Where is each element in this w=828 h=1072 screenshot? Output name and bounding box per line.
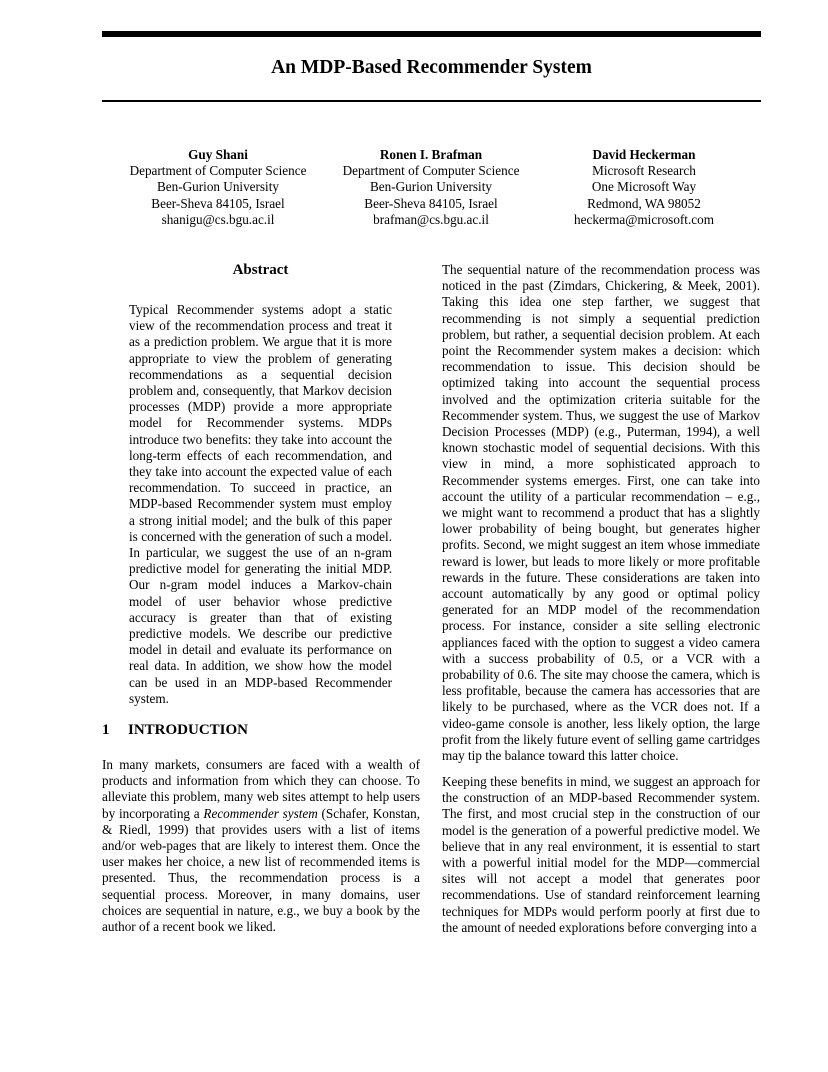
intro-text-part2: (Schafer, Konstan, & Riedl, 1999) that provides users with a list of items and/or web-pages that are likely to interest them. Once the user makes her choice, a new list of recommended items is presented. Thus, the recommendation process is a sequential process. Moreover, in many domains, user choices are sequential in nature, e.g., we buy a book by the author of a recent book we liked. bbox=[102, 805, 420, 935]
author-email: shanigu@cs.bgu.ac.il bbox=[161, 211, 275, 227]
right-paragraph-2: Keeping these benefits in mind, we suggest an approach for the construction of an MDP-based Recommender system. The first, and most crucial step in the construction of our model is the generation of a powerful predictive model. We believe that in any real environment, it is essential to start with a powerful initial model for the MDP—commercial sites will not accept a model that generates poor recommendations. Use of standard reinforcement learning techniques for MDPs would perform poorly at first due to the amount of needed explorations before converging into a bbox=[442, 774, 760, 935]
author-name: Guy Shani bbox=[188, 147, 248, 162]
author-org: One Microsoft Way bbox=[591, 179, 697, 195]
intro-emphasis: Recommender system bbox=[203, 805, 318, 821]
author-name: David Heckerman bbox=[592, 147, 696, 162]
paper-title: An MDP-Based Recommender System bbox=[271, 57, 592, 78]
author-email: brafman@cs.bgu.ac.il bbox=[373, 211, 489, 227]
author-address: Beer-Sheva 84105, Israel bbox=[151, 195, 285, 211]
author-block bbox=[321, 147, 541, 228]
section-number: 1 bbox=[102, 722, 110, 738]
intro-paragraph bbox=[102, 757, 420, 935]
author-address: Redmond, WA 98052 bbox=[587, 195, 701, 211]
title-bottom-rule bbox=[102, 100, 761, 102]
author-block bbox=[108, 147, 328, 228]
intro-text-part1: In many markets, consumers are faced with a wealth of products and information from which they can choose. To alleviate this problem, many web sites attempt to help users by incorporating a bbox=[102, 757, 420, 821]
author-dept: Department of Computer Science bbox=[129, 163, 307, 179]
author-name: Ronen I. Brafman bbox=[379, 147, 483, 162]
section-heading bbox=[102, 721, 248, 739]
author-dept: Department of Computer Science bbox=[342, 163, 520, 179]
author-address: Beer-Sheva 84105, Israel bbox=[364, 195, 498, 211]
author-dept: Microsoft Research bbox=[592, 163, 696, 179]
author-org: Ben-Gurion University bbox=[157, 179, 279, 195]
author-block bbox=[534, 147, 754, 228]
section-title: INTRODUCTION bbox=[128, 722, 249, 738]
author-org: Ben-Gurion University bbox=[370, 179, 492, 195]
abstract-text: Typical Recommender systems adopt a static view of the recommendation process and treat it as a prediction problem. We argue that it is more appropriate to view the problem of generating recommendations as a sequential decision problem and, consequently, that Markov decision processes (MDP) provide a more appropriate model for Recommender systems. MDPs introduce two benefits: they take into account the long-term effects of each recommendation, and they take into account the expected value of each recommendation. To succeed in practice, an MDP-based Recommender system must employ a strong initial model; and the bulk of this paper is concerned with the generation of such a model. In particular, we suggest the use of an n-gram predictive model for generating the initial MDP. Our n-gram model induces a Markov-chain model of user behavior whose predictive accuracy is greater than that of existing predictive models. We describe our predictive model in detail and evaluate its performance on real data. In addition, we show how the model can be used in an MDP-based Recommender system. bbox=[129, 302, 392, 706]
top-rule bbox=[102, 31, 761, 37]
abstract-heading: Abstract bbox=[232, 262, 289, 278]
author-email: heckerma@microsoft.com bbox=[574, 211, 714, 227]
right-paragraph-1: The sequential nature of the recommendation process was noticed in the past (Zimdars, Chickering, & Meek, 2001). Taking this idea one step farther, we suggest that recommending is not simply a sequential prediction problem, but rather, a sequential decision problem. At each point the Recommender system makes a decision: which recommendation to issue. This decision should be optimized taking into account the sequential process involved and the optimization criteria suitable for the Recommender system. Thus, we suggest the use of Markov Decision Processes (MDP) (e.g., Puterman, 1994), a well known stochastic model of sequential decisions. With this view in mind, a more sophisticated approach to Recommender systems emerges. First, one can take into account the utility of a particular recommendation – e.g., we might want to recommend a product that has a slightly lower probability of being bought, but generates higher profits. Second, we might suggest an item whose immediate reward is lower, but leads to more likely or more profitable rewards in the future. These considerations are taken into account automatically by any good or optimal policy generated for an MDP model of the recommendation process. For instance, consider a site selling electronic appliances faced with the option to suggest a video camera with a success probability of 0.5, or a VCR with a probability of 0.6. The site may choose the camera, which is less profitable, because the camera has accessories that are likely to be purchased, where as the VCR does not. If a video-game console is another, less likely option, the large profit from the likely future event of selling game cartridges may tip the balance toward this latter choice. bbox=[442, 262, 761, 764]
